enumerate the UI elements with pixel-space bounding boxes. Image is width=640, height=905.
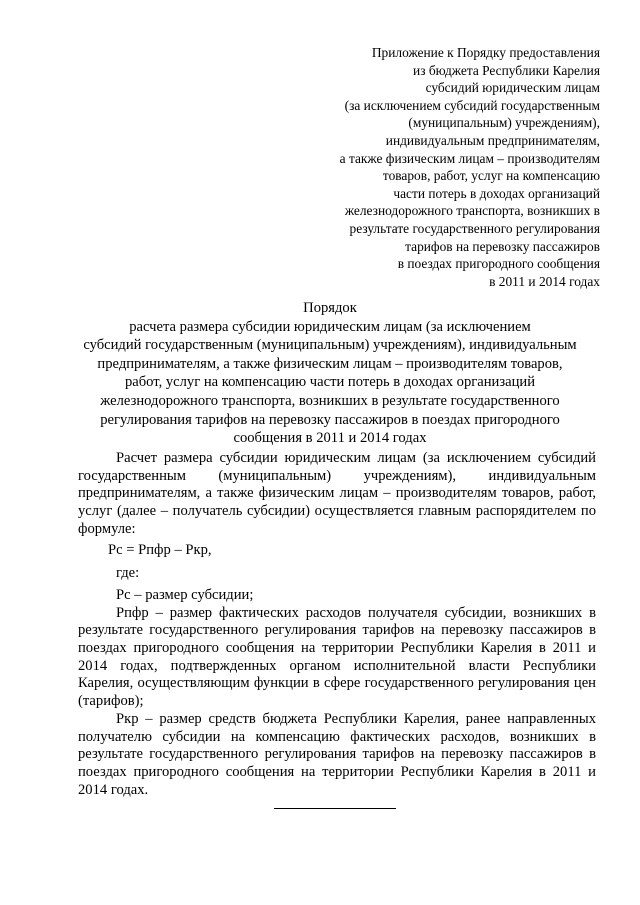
formula: Рс = Рпфр – Ркр,	[108, 541, 212, 558]
appendix-line: в поездах пригородного сообщения	[397, 256, 600, 272]
intro-paragraph: Расчет размера субсидии юридическим лицам (за исключением субсидий государственным (муниципальным) учреждениям), индивидуальным предпринимателям, а также физическим лицам – производителям товаров, работ, услуг (далее – получатель субсидии) осуществляется главным распорядителем по формуле:	[78, 450, 596, 537]
document-body	[78, 450, 596, 799]
title-line: регулирования тарифов на перевозку пассажиров в поездах пригородного	[100, 411, 560, 428]
appendix-line: товаров, работ, услуг на компенсацию	[382, 168, 600, 184]
appendix-header	[240, 44, 600, 290]
title-line: сообщения в 2011 и 2014 годах	[233, 430, 427, 447]
title-line: предпринимателям, а также физическим лицам – производителям товаров,	[97, 355, 563, 372]
title-line: расчета размера субсидии юридическим лицам (за исключением	[129, 318, 531, 335]
appendix-line: (за исключением субсидий государственным	[344, 97, 600, 113]
title-heading: Порядок	[303, 300, 357, 316]
appendix-line: Приложение к Порядку предоставления	[371, 45, 600, 60]
appendix-line: индивидуальным предпринимателям,	[385, 132, 600, 148]
title-line: субсидий государственным (муниципальным) учреждениям), индивидуальным	[83, 337, 577, 354]
appendix-line: из бюджета Республики Карелия	[413, 62, 600, 78]
definition-rc: Рс – размер субсидии;	[116, 586, 254, 603]
appendix-line: тарифов на перевозку пассажиров	[405, 238, 600, 254]
appendix-line: субсидий юридическим лицам	[425, 80, 600, 96]
definition-rpfr: Рпфр – размер фактических расходов получателя субсидии, возникших в результате государственного регулирования тарифов на перевозку пассажиров в поездах пригородного сообщения на территории Республики Карелия в 2011 и 2014 годах, подтвержденных органом исполнительной власти Республики Карелия, осуществляющим функции в сфере государственного регулирования цен (тарифов);	[78, 604, 596, 710]
closing-rule	[274, 808, 396, 809]
title-line: железнодорожного транспорта, возникших в результате государственного	[100, 392, 560, 409]
appendix-line: части потерь в доходах организаций	[393, 185, 600, 201]
appendix-line: результате государственного регулирования	[349, 220, 600, 236]
definition-rkr: Ркр – размер средств бюджета Республики Карелия, ранее направленных получателю субсидии на компенсацию фактических расходов, возникших в результате государственного регулирования тарифов на перевозку пассажиров в поездах пригородного сообщения на территории Республики Карелия в 2011 и 2014 годах.	[78, 710, 596, 798]
where-label: где:	[116, 565, 140, 582]
appendix-line: а также физическим лицам – производителям	[339, 150, 600, 166]
appendix-line: (муниципальным) учреждениям),	[408, 115, 600, 131]
appendix-line: железнодорожного транспорта, возникших в	[344, 203, 600, 219]
title-line: работ, услуг на компенсацию части потерь в доходах организаций	[124, 374, 536, 391]
appendix-line: в 2011 и 2014 годах	[489, 273, 600, 289]
document-title	[50, 299, 610, 448]
